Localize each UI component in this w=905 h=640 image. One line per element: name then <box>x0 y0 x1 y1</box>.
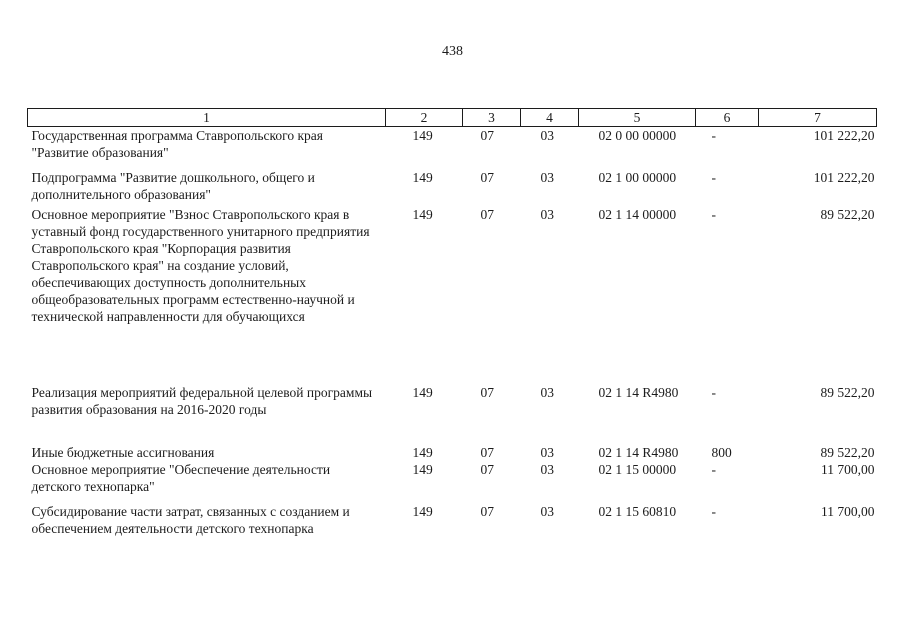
table-header-row <box>28 109 877 127</box>
column-header-2: 2 <box>386 109 463 127</box>
row-code-2: 149 <box>412 445 433 460</box>
row-code-4: 03 <box>540 445 554 460</box>
row-code-4: 03 <box>540 504 554 519</box>
table-row <box>28 127 877 170</box>
column-header-3: 3 <box>463 109 521 127</box>
row-code-4: 03 <box>540 128 554 143</box>
row-code-2: 149 <box>412 462 433 477</box>
row-code-3: 07 <box>480 462 494 477</box>
table-row <box>28 169 877 206</box>
row-code-6: - <box>711 462 716 477</box>
row-code-6: - <box>711 170 716 185</box>
table-row <box>28 384 877 444</box>
row-code-3: 07 <box>480 207 494 222</box>
row-code-2: 149 <box>412 385 433 400</box>
column-header-1: 1 <box>28 109 386 127</box>
row-code-2: 149 <box>412 170 433 185</box>
row-code-5: 02 1 15 60810 <box>598 504 677 519</box>
row-code-3: 07 <box>480 170 494 185</box>
row-code-4: 03 <box>540 462 554 477</box>
row-code-2: 149 <box>412 128 433 143</box>
page-number: 438 <box>442 44 463 59</box>
row-code-5: 02 1 14 R4980 <box>598 445 679 460</box>
row-name: Иные бюджетные ассигнования <box>31 445 215 460</box>
row-amount: 11 700,00 <box>821 462 875 477</box>
row-code-4: 03 <box>540 170 554 185</box>
budget-table <box>27 108 877 554</box>
row-code-3: 07 <box>480 128 494 143</box>
row-code-5: 02 1 14 R4980 <box>598 385 679 400</box>
row-amount: 89 522,20 <box>820 385 875 400</box>
row-code-3: 07 <box>480 504 494 519</box>
column-header-6: 6 <box>696 109 759 127</box>
row-code-5: 02 1 00 00000 <box>598 170 677 185</box>
column-header-7: 7 <box>759 109 877 127</box>
row-amount: 101 222,20 <box>813 170 875 185</box>
row-code-6: 800 <box>711 445 732 460</box>
row-code-6: - <box>711 504 716 519</box>
row-code-3: 07 <box>480 445 494 460</box>
row-code-6: - <box>711 207 716 222</box>
row-code-2: 149 <box>412 207 433 222</box>
row-code-2: 149 <box>412 504 433 519</box>
column-header-5: 5 <box>579 109 696 127</box>
row-name: Основное мероприятие "Обеспечение деятельности детского технопарка" <box>31 462 331 494</box>
table-row <box>28 461 877 503</box>
column-header-4: 4 <box>521 109 579 127</box>
row-code-5: 02 1 15 00000 <box>598 462 677 477</box>
row-name: Субсидирование части затрат, связанных с созданием и обеспечением деятельности детского технопарка <box>31 504 350 536</box>
row-name: Реализация мероприятий федеральной целевой программы развития образования на 2016-2020 годы <box>31 385 373 417</box>
row-code-6: - <box>711 385 716 400</box>
row-code-4: 03 <box>540 207 554 222</box>
row-amount: 89 522,20 <box>820 207 875 222</box>
row-code-3: 07 <box>480 385 494 400</box>
table-row <box>28 503 877 554</box>
row-name: Основное мероприятие "Взнос Ставропольского края в уставный фонд государственного унитарного предприятия Ставропольского края "Корпорация развития Ставропольского края" на создание условий, обеспечивающих доступность дополнительных общеобразовательных программ естественно-научной и технической направленности для обучающихся <box>31 207 370 324</box>
table-row <box>28 444 877 461</box>
row-code-5: 02 1 14 00000 <box>598 207 677 222</box>
row-name: Подпрограмма "Развитие дошкольного, общего и дополнительного образования" <box>31 170 315 202</box>
row-code-6: - <box>711 128 716 143</box>
row-code-4: 03 <box>540 385 554 400</box>
row-name: Государственная программа Ставропольского края "Развитие образования" <box>31 128 323 160</box>
row-code-5: 02 0 00 00000 <box>598 128 677 143</box>
table-row <box>28 206 877 384</box>
row-amount: 101 222,20 <box>813 128 875 143</box>
row-amount: 89 522,20 <box>820 445 875 460</box>
row-amount: 11 700,00 <box>821 504 875 519</box>
